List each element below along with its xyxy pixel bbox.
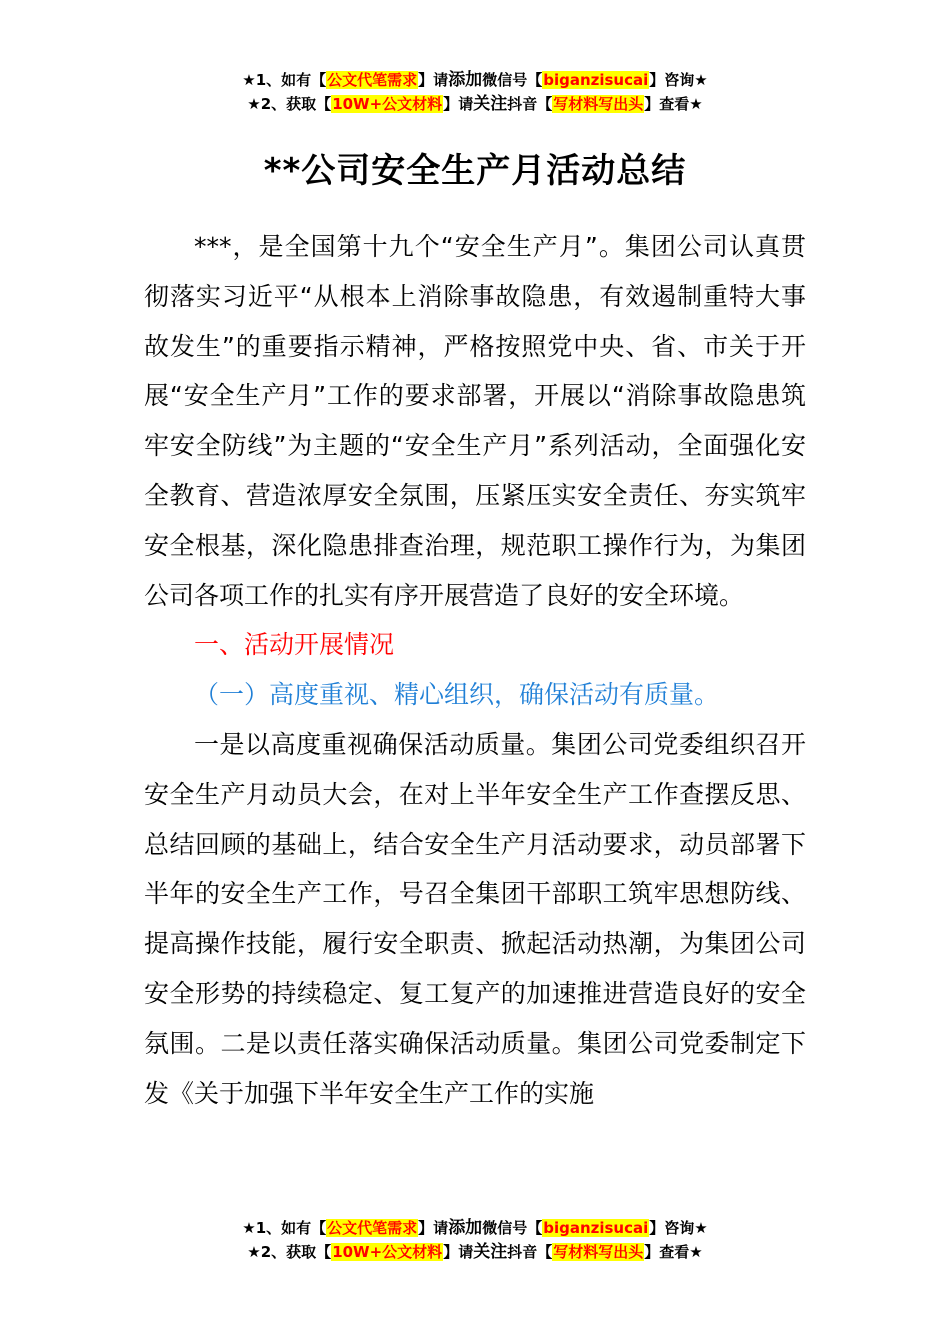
banner-line-1 — [0, 68, 950, 92]
banner-text: 微信号【 — [482, 71, 543, 89]
banner-highlight: biganzisucai — [543, 71, 649, 89]
top-banner — [0, 68, 950, 116]
banner-text: ★1、如有【 — [242, 1219, 327, 1237]
banner-highlight: 写材料写出头 — [553, 95, 644, 113]
banner-highlight: biganzisucai — [543, 1219, 649, 1237]
banner-line-2 — [0, 92, 950, 116]
banner-text: ★2、获取【 — [247, 1243, 332, 1261]
banner-line-1 — [0, 1216, 950, 1240]
banner-highlight: 公文代笔需求 — [327, 1219, 418, 1237]
banner-line-2 — [0, 1240, 950, 1264]
banner-emphasis: 关注 — [473, 1242, 508, 1262]
banner-highlight: 10W+公文材料 — [332, 95, 443, 113]
bottom-banner — [0, 1216, 950, 1264]
document-title: **公司安全生产月活动总结 — [263, 151, 687, 191]
banner-text: 】请 — [418, 1219, 449, 1237]
banner-text: 】查看★ — [644, 95, 703, 113]
banner-text: 】咨询★ — [649, 71, 708, 89]
banner-text: 抖音【 — [507, 1243, 553, 1261]
banner-emphasis: 关注 — [473, 94, 508, 114]
banner-highlight: 写材料写出头 — [553, 1243, 644, 1261]
banner-text: 微信号【 — [482, 1219, 543, 1237]
banner-highlight: 公文代笔需求 — [327, 71, 418, 89]
document-body — [144, 222, 806, 1118]
subsection-heading: （一）高度重视、精心组织，确保活动有质量。 — [194, 680, 720, 710]
banner-emphasis: 添加 — [448, 70, 483, 90]
banner-emphasis: 添加 — [448, 1218, 483, 1238]
body-paragraph: 一是以高度重视确保活动质量。集团公司党委组织召开安全生产月动员大会，在对上半年安全生产工作查摆反思、总结回顾的基础上，结合安全生产月活动要求，动员部署下半年的安全生产工作，号召全集团干部职工筑牢思想防线、提高操作技能，履行安全职责、掀起活动热潮，为集团公司安全形势的持续稳定、复工复产的加速推进营造良好的安全氛围。二是以责任落实确保活动质量。集团公司党委制定下发《关于加强下半年安全生产工作的实施 — [144, 729, 806, 1108]
banner-highlight: 10W+公文材料 — [332, 1243, 443, 1261]
banner-text: 】请 — [443, 1243, 474, 1261]
banner-text: 】查看★ — [644, 1243, 703, 1261]
intro-paragraph: ***，是全国第十九个“安全生产月”。集团公司认真贯彻落实习近平“从根本上消除事故隐患，有效遏制重特大事故发生”的重要指示精神，严格按照党中央、省、市关于开展“安全生产月”工作的要求部署，开展以“消除事故隐患筑牢安全防线”为主题的“安全生产月”系列活动，全面强化安全教育、营造浓厚安全氛围，压紧压实安全责任、夯实筑牢安全根基，深化隐患排查治理，规范职工操作行为，为集团公司各项工作的扎实有序开展营造了良好的安全环境。 — [144, 232, 806, 610]
banner-text: 】请 — [443, 95, 474, 113]
banner-text: 】请 — [418, 71, 449, 89]
banner-text: ★1、如有【 — [242, 71, 327, 89]
section-heading: 一、活动开展情况 — [194, 630, 395, 660]
banner-text: 】咨询★ — [649, 1219, 708, 1237]
banner-text: 抖音【 — [507, 95, 553, 113]
banner-text: ★2、获取【 — [247, 95, 332, 113]
